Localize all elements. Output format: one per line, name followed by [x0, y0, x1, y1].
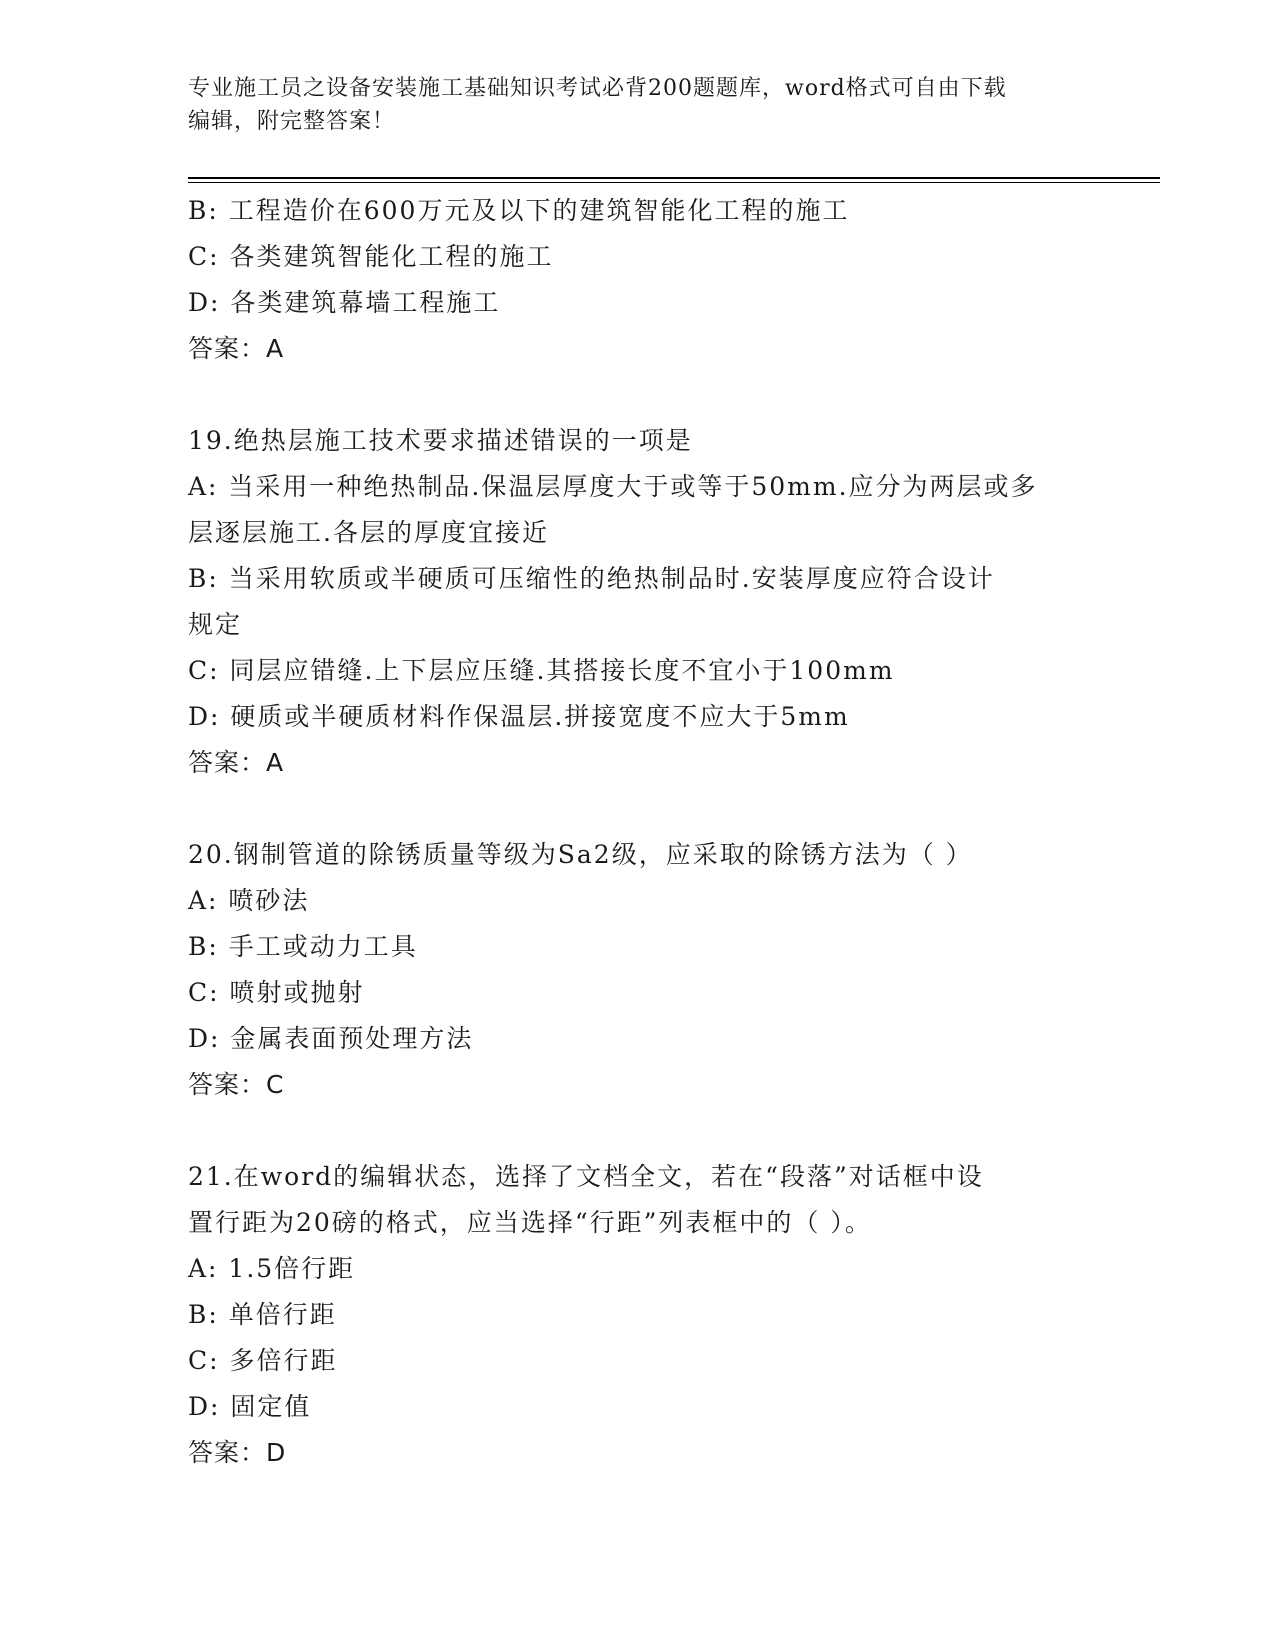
header-divider-thin	[188, 182, 1160, 183]
document-body	[188, 188, 1088, 1476]
answer-line: 答案：C	[188, 1070, 285, 1099]
option-c: C: 喷射或抛射	[188, 978, 365, 1007]
option-b: B: 单倍行距	[188, 1300, 337, 1329]
option-b: B: 工程造价在600万元及以下的建筑智能化工程的施工	[188, 196, 850, 225]
answer-line: 答案：A	[188, 748, 285, 777]
option-b: B: 当采用软质或半硬质可压缩性的绝热制品时.安装厚度应符合设计	[188, 564, 995, 593]
header-divider	[188, 177, 1160, 179]
header-line-2: 编辑，附完整答案！	[188, 109, 396, 134]
option-a: A: 当采用一种绝热制品.保温层厚度大于或等于50mm.应分为两层或多	[188, 472, 1038, 501]
option-d: D: 金属表面预处理方法	[188, 1024, 474, 1053]
question-stem: 20.钢制管道的除锈质量等级为Sa2级，应采取的除锈方法为（ ）	[188, 840, 973, 869]
option-d: D: 固定值	[188, 1392, 312, 1421]
spacer	[188, 786, 1088, 832]
option-c: C: 各类建筑智能化工程的施工	[188, 242, 554, 271]
question-block-19	[188, 418, 1088, 786]
question-stem: 21.在word的编辑状态，选择了文档全文，若在“段落”对话框中设	[188, 1162, 984, 1191]
option-d: D: 各类建筑幕墙工程施工	[188, 288, 501, 317]
option-a: A: 喷砂法	[188, 886, 310, 915]
option-a: A: 1.5倍行距	[188, 1254, 356, 1283]
option-d: D: 硬质或半硬质材料作保温层.拼接宽度不应大于5mm	[188, 702, 850, 731]
option-a-cont: 层逐层施工.各层的厚度宜接近	[188, 518, 549, 547]
option-b-cont: 规定	[188, 610, 243, 639]
question-block-21	[188, 1154, 1088, 1476]
option-b: B: 手工或动力工具	[188, 932, 418, 961]
answer-line: 答案：D	[188, 1438, 287, 1467]
spacer	[188, 1108, 1088, 1154]
question-stem: 19.绝热层施工技术要求描述错误的一项是	[188, 426, 693, 455]
question-stem-cont: 置行距为20磅的格式，应当选择“行距”列表框中的（ ）。	[188, 1208, 872, 1237]
option-c: C: 同层应错缝.上下层应压缝.其搭接长度不宜小于100mm	[188, 656, 895, 685]
spacer	[188, 372, 1088, 418]
header-line-1: 专业施工员之设备安装施工基础知识考试必背200题题库，word格式可自由下载	[188, 76, 1007, 101]
document-header	[188, 72, 1088, 138]
answer-line: 答案：A	[188, 334, 285, 363]
question-block-20	[188, 832, 1088, 1108]
option-c: C: 多倍行距	[188, 1346, 338, 1375]
question-block-continued	[188, 188, 1088, 372]
